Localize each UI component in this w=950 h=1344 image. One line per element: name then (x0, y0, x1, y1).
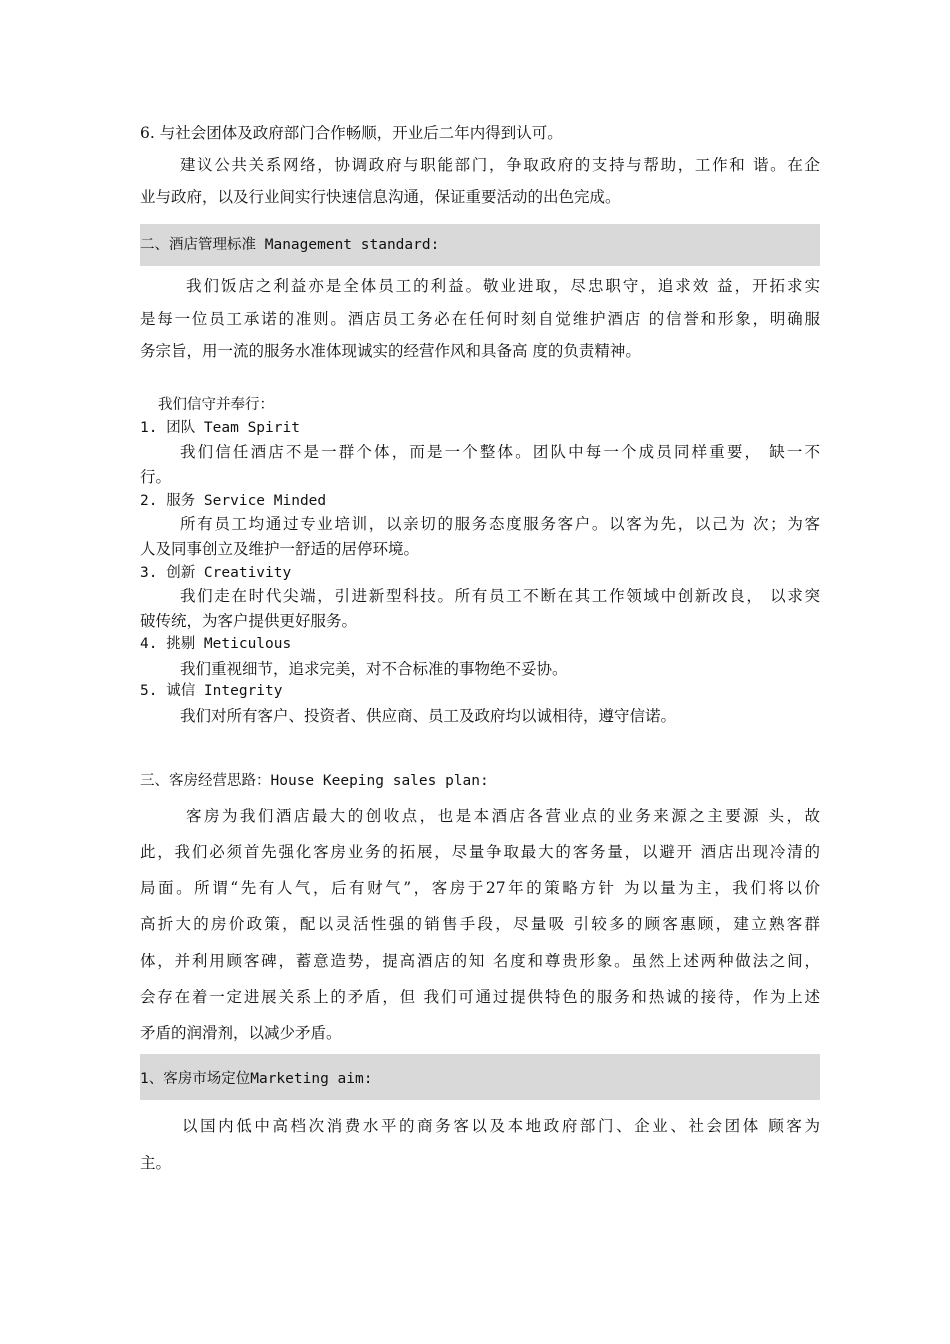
section-heading-bar (140, 1054, 820, 1100)
paragraph-line: 以国内低中高档次消费水平的商务客以及本地政府部门、企业、社会团体 顾客为 (182, 1117, 820, 1135)
paragraph-line: 此，我们必须首先强化客房业务的拓展，尽量争取最大的客务量，以避开 酒店出现冷清的 (140, 843, 820, 861)
paragraph-line: 客房为我们酒店最大的创收点，也是本酒店各营业点的业务来源之主要源 头，故 (186, 807, 820, 825)
paragraph-line: 高折大的房价政策，配以灵活性强的销售手段，尽量吸 引较多的顾客惠顾，建立熟客群 (140, 915, 820, 933)
paragraph-line: 局面。所谓“先有人气，后有财气”，客房于27年的策略方针 为以量为主，我们将以价 (140, 879, 820, 897)
value-title: 3. 创新 Creativity (140, 565, 292, 581)
section-heading: 1、客房市场定位Marketing aim: (140, 1071, 373, 1087)
paragraph-line: 矛盾的润滑剂，以减少矛盾。 (140, 1024, 342, 1042)
paragraph-line: 我们饭店之利益亦是全体员工的利益。敬业进取，尽忠职守，追求效 益，开拓求实 (186, 277, 820, 295)
paragraph-line: 建议公共关系网络，协调政府与职能部门，争取政府的支持与帮助，工作和 谐。在企 (180, 156, 820, 174)
section-heading: 三、客房经营思路：House Keeping sales plan: (140, 773, 489, 789)
paragraph-line: 主。 (140, 1154, 172, 1172)
list-item-6: 6. 与社会团体及政府部门合作畅顺，开业后二年内得到认可。 (140, 124, 563, 142)
value-line: 人及同事创立及维护一舒适的居停环境。 (140, 540, 420, 558)
paragraph-line: 是每一位员工承诺的准则。酒店员工务必在任何时刻自觉维护酒店 的信誉和形象，明确服 (140, 310, 820, 328)
value-title: 5. 诚信 Integrity (140, 683, 283, 699)
paragraph-line: 会存在着一定进展关系上的矛盾，但 我们可通过提供特色的服务和热诚的接待，作为上述 (140, 988, 820, 1006)
value-line: 我们对所有客户、投资者、供应商、员工及政府均以诚相待，遵守信诺。 (180, 707, 677, 725)
belief-intro: 我们信守并奉行： (158, 397, 274, 413)
paragraph-line: 体，并利用顾客碑，蓄意造势，提高酒店的知 名度和尊贵形象。虽然上述两种做法之间， (140, 952, 820, 970)
value-title: 2. 服务 Service Minded (140, 493, 327, 509)
value-line: 行。 (140, 468, 172, 486)
paragraph-line: 业与政府，以及行业间实行快速信息沟通，保证重要活动的出色完成。 (140, 188, 621, 206)
value-line: 破传统，为客户提供更好服务。 (140, 612, 358, 630)
value-line: 我们走在时代尖端，引进新型科技。所有员工不断在其工作领域中创新改良， 以求突 (180, 587, 820, 605)
section-heading: 二、酒店管理标准 Management standard: (140, 237, 440, 253)
value-title: 1. 团队 Team Spirit (140, 420, 300, 436)
value-line: 我们重视细节，追求完美，对不合标准的事物绝不妥协。 (180, 660, 568, 678)
value-title: 4. 挑剔 Meticulous (140, 636, 292, 652)
value-line: 我们信任酒店不是一群个体，而是一个整体。团队中每一个成员同样重要， 缺一不 (180, 443, 820, 461)
paragraph-line: 务宗旨，用一流的服务水准体现诚实的经营作风和具备高 度的负责精神。 (140, 342, 641, 360)
section-heading-bar (140, 224, 820, 266)
value-line: 所有员工均通过专业培训，以亲切的服务态度服务客户。以客为先，以己为 次；为客 (180, 515, 820, 533)
